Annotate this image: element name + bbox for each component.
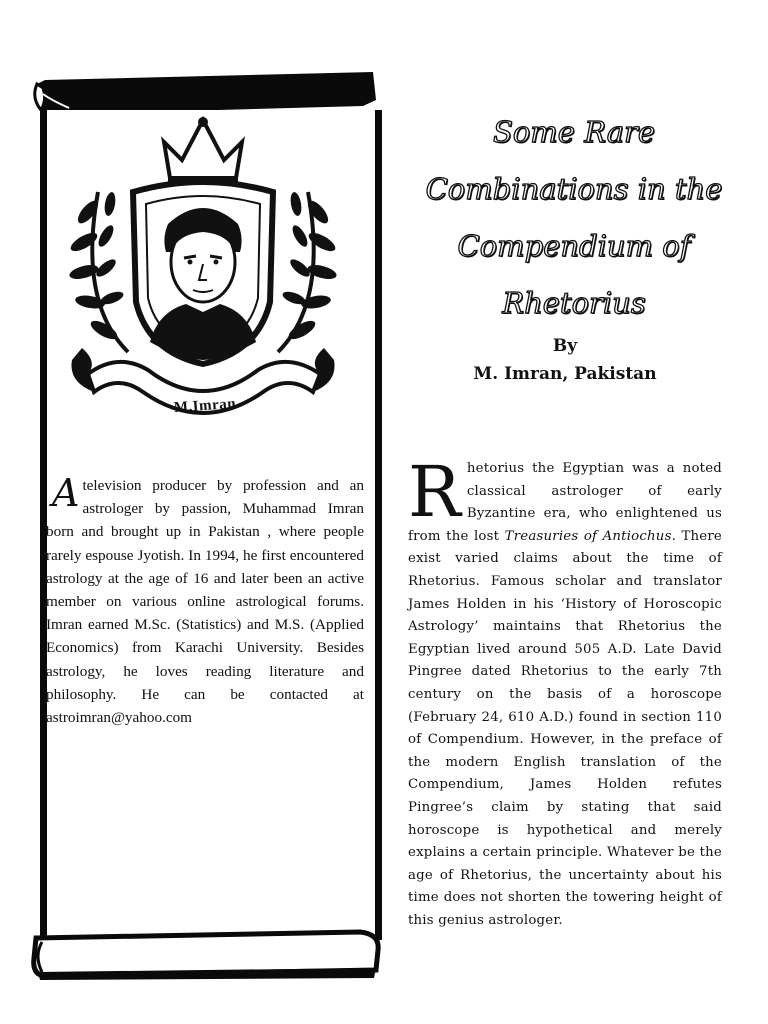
article-italic-title: Treasuries of Antiochus <box>504 528 672 544</box>
title-line: Combinations in the <box>425 172 723 206</box>
title-line: Compendium of <box>457 229 691 263</box>
laurel-right-icon <box>278 191 338 352</box>
scroll-bottom-roll <box>30 928 382 980</box>
author-email: astroimran@yahoo.com <box>46 709 192 727</box>
article-title <box>408 104 740 332</box>
title-line: Rhetorius <box>502 286 646 320</box>
article-text-continued: . There exist varied claims about the time of Rhetorius. Famous scholar and translator James Holden in his ‘History of Horoscopic Astrology’ maintains that Rhetorius the Egyptian lived around 505 A.D. Late David Pingree dated Rhetorius to the early 7th century on the basis of a horoscope (February 24, 610 A.D.) found in section 110 of Compendium. However, in the preface of the modern English translation of the Compendium, James Holden refutes Pingree’s claim by stating that said horoscope is hypothetical and merely explains a certain principle. Whatever be the age of Rhetorius, the uncertainty about his time does not shorten the towering height of this genius astrologer. <box>408 528 723 928</box>
byline-author: M. Imran, Pakistan <box>473 364 657 384</box>
emblem-name-label: M.Imran <box>173 395 237 417</box>
article-dropcap: R <box>408 451 461 533</box>
article-text: hetorius the Egyptian was a noted classical astrologer of early Byzantine era, who enlightened us from the lost <box>408 461 722 544</box>
crown-icon <box>164 117 242 186</box>
byline <box>405 332 725 388</box>
byline-by: By <box>552 336 578 356</box>
author-bio <box>46 471 364 729</box>
laurel-left-icon <box>68 191 128 352</box>
crest-emblem <box>58 112 348 442</box>
title-line: Some Rare <box>492 115 656 149</box>
bio-text: television producer by profession and an astrologer by passion, Muhammad Imran born and brought up in Pakistan , where people rarely espouse Jyotish. In 1994, he first encountered astrology at the age of 16 and later been an active member on various online astrological forums. Imran earned M.Sc. (Statistics) and M.S. (Applied Economics) from Karachi University. Besides astrology, he loves reading literature and philosophy. He can be contacted at <box>46 477 364 703</box>
bio-dropcap: A <box>52 471 80 515</box>
article-body <box>408 451 723 932</box>
